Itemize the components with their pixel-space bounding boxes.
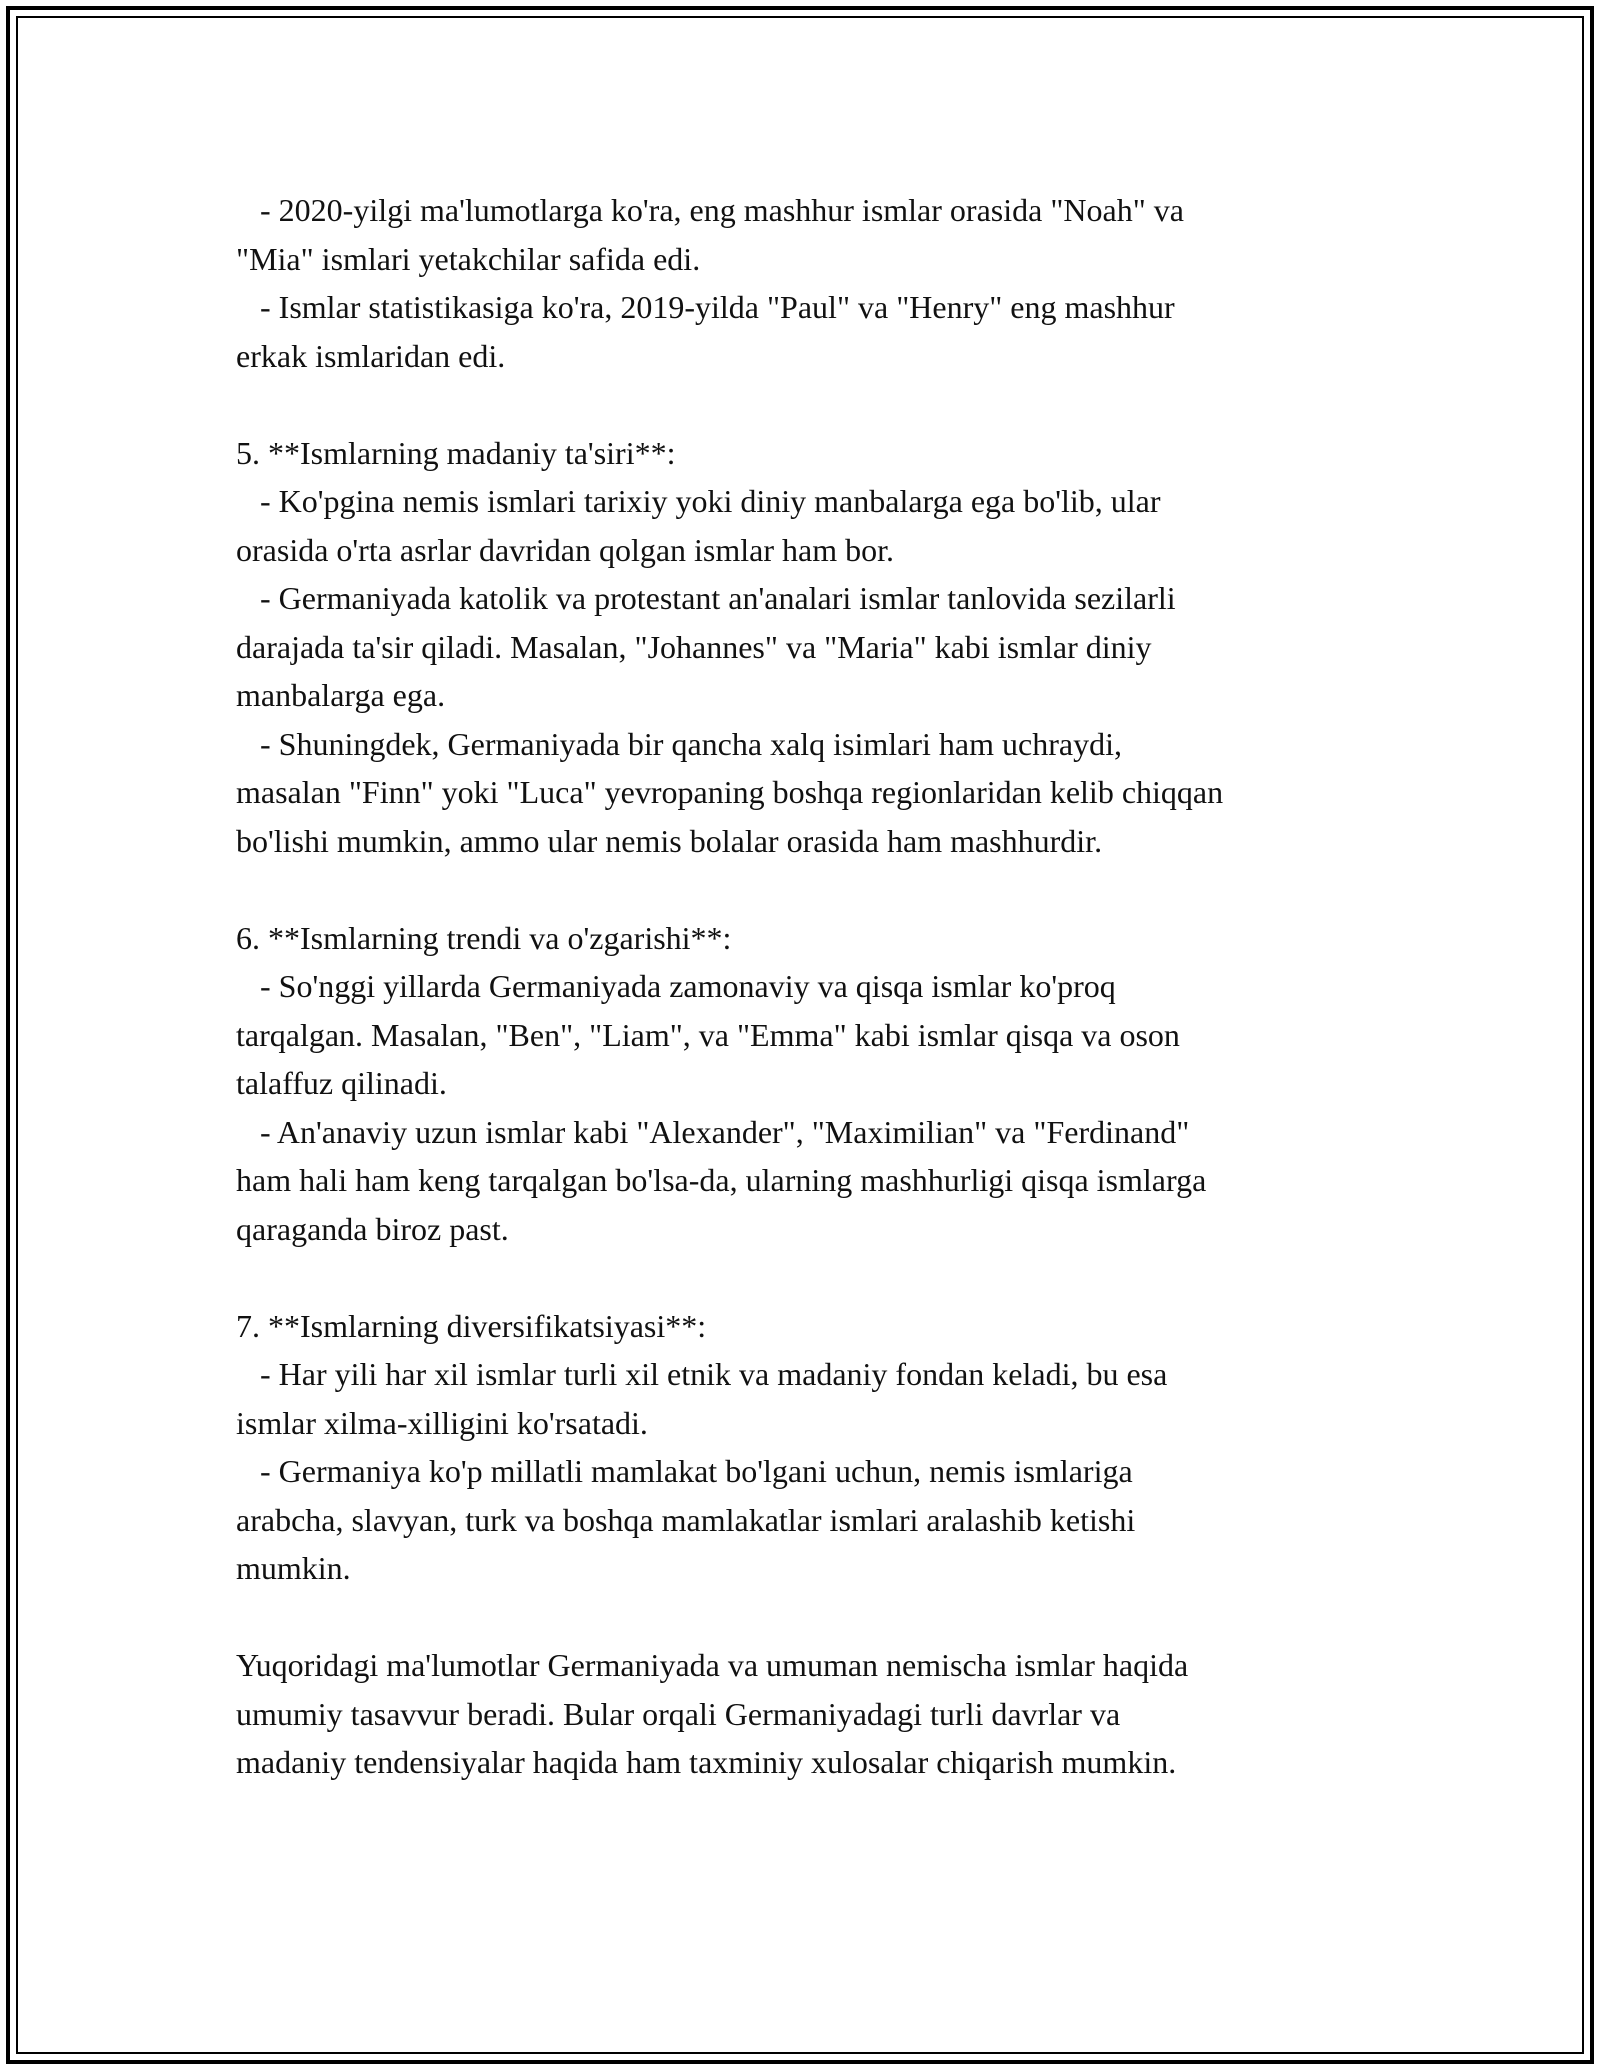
text-line: erkak ismlaridan edi.: [236, 337, 506, 374]
text-line: - Ko'pgina nemis ismlari tarixiy yoki diniy manbalarga ega bo'lib, ular: [236, 483, 1161, 519]
text-line: - So'nggi yillarda Germaniyada zamonaviy va qisqa ismlar ko'proq: [236, 968, 1116, 1004]
document-body: [236, 186, 1386, 1787]
text-line: tarqalgan. Masalan, "Ben", "Liam", va "Emma" kabi ismlar qisqa va oson: [236, 1016, 1180, 1053]
text-line: arabcha, slavyan, turk va boshqa mamlakatlar ismlari aralashib ketishi: [236, 1501, 1136, 1538]
text-line: - Har yili har xil ismlar turli xil etnik va madaniy fondan keladi, bu esa: [236, 1356, 1168, 1392]
text-line: mumkin.: [236, 1550, 351, 1586]
section-5-cultural-influence: [236, 429, 1386, 866]
text-line: madaniy tendensiyalar haqida ham taxminiy xulosalar chiqarish mumkin.: [236, 1744, 1177, 1780]
paragraph-gap: [236, 1593, 1386, 1642]
section-6-trends: [236, 914, 1386, 1254]
text-line: umumiy tasavvur beradi. Bular orqali Germaniyadagi turli davrlar va: [236, 1695, 1121, 1732]
text-line: - Shuningdek, Germaniyada bir qancha xalq isimlari ham uchraydi,: [236, 725, 1122, 762]
paragraph-gap: [236, 380, 1386, 429]
text-line: Yuqoridagi ma'lumotlar Germaniyada va umuman nemischa ismlar haqida: [236, 1647, 1189, 1683]
text-line: orasida o'rta asrlar davridan qolgan ismlar ham bor.: [236, 531, 894, 568]
conclusion-paragraph: [236, 1641, 1386, 1787]
section-heading: 7. **Ismlarning diversifikatsiyasi**:: [236, 1307, 707, 1344]
text-line: - An'anaviy uzun ismlar kabi "Alexander", "Maximilian" va "Ferdinand": [236, 1113, 1190, 1150]
text-line: - Germaniyada katolik va protestant an'analari ismlar tanlovida sezilarli: [236, 580, 1176, 616]
paragraph-gap: [236, 1253, 1386, 1302]
section-7-diversification: [236, 1302, 1386, 1593]
section-heading: 6. **Ismlarning trendi va o'zgarishi**:: [236, 919, 732, 956]
text-line: ham hali ham keng tarqalgan bo'lsa-da, ularning mashhurligi qisqa ismlarga: [236, 1162, 1207, 1198]
text-line: ismlar xilma-xilligini ko'rsatadi.: [236, 1404, 648, 1441]
paragraph-gap: [236, 865, 1386, 914]
text-line: - Ismlar statistikasiga ko'ra, 2019-yilda "Paul" va "Henry" eng mashhur: [236, 289, 1175, 325]
text-line: manbalarga ega.: [236, 677, 446, 713]
text-line: bo'lishi mumkin, ammo ular nemis bolalar orasida ham mashhurdir.: [236, 822, 1103, 859]
text-line: qaraganda biroz past.: [236, 1210, 509, 1247]
text-line: - Germaniya ko'p millatli mamlakat bo'lgani uchun, nemis ismlariga: [236, 1453, 1133, 1489]
text-line: "Mia" ismlari yetakchilar safida edi.: [236, 240, 701, 277]
text-line: darajada ta'sir qiladi. Masalan, "Johannes" va "Maria" kabi ismlar diniy: [236, 628, 1152, 665]
section-statistics-continued: [236, 186, 1386, 380]
text-line: - 2020-yilgi ma'lumotlarga ko'ra, eng mashhur ismlar orasida "Noah" va: [236, 192, 1184, 228]
section-heading: 5. **Ismlarning madaniy ta'siri**:: [236, 434, 676, 471]
text-line: talaffuz qilinadi.: [236, 1065, 447, 1101]
text-line: masalan "Finn" yoki "Luca" yevropaning boshqa regionlaridan kelib chiqqan: [236, 774, 1224, 810]
